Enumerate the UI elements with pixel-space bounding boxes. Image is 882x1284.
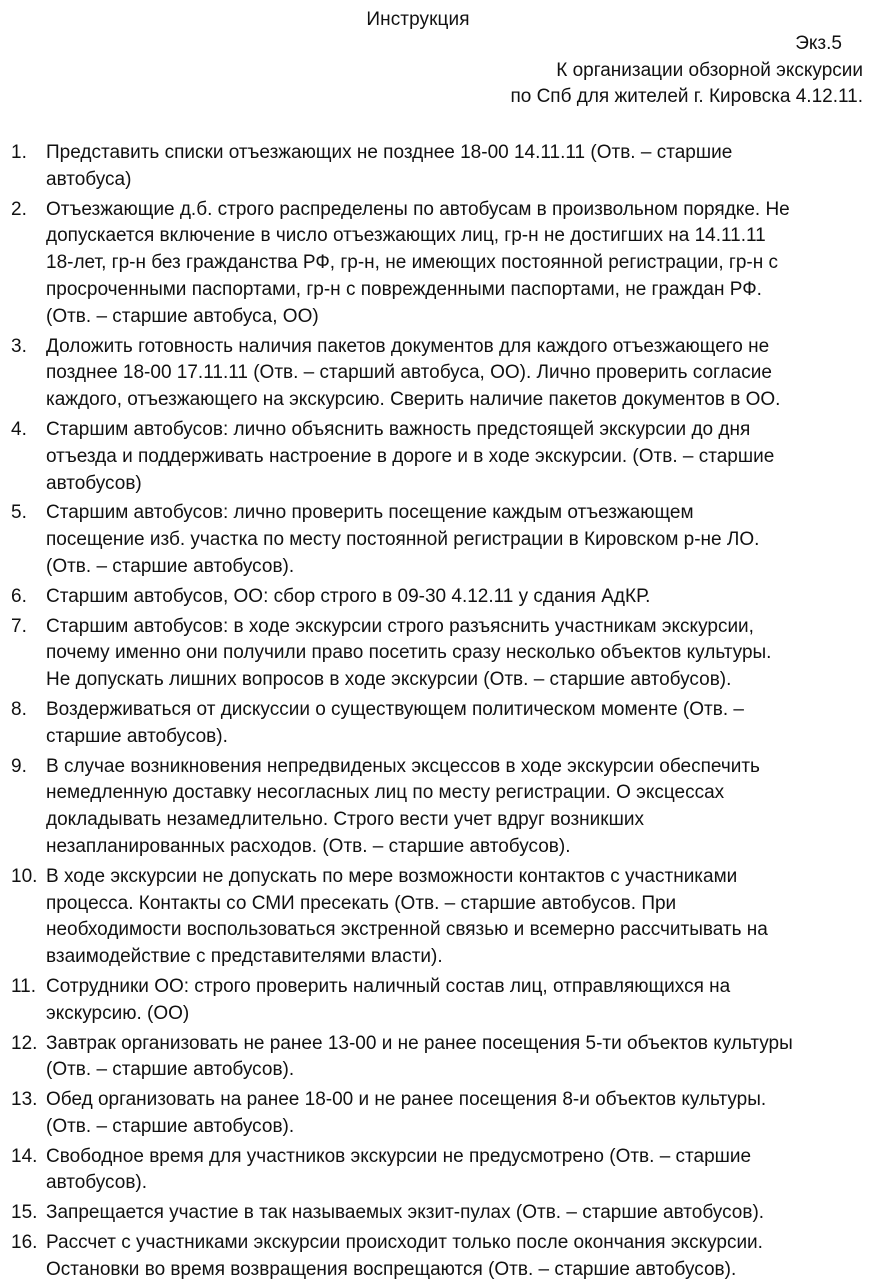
item-text-line: отъезда и поддерживать настроение в дороге и в ходе экскурсии. (Отв. – старшие (46, 445, 775, 467)
item-text-line: автобусов). (46, 1172, 148, 1194)
list-item (0, 864, 882, 971)
item-text-line: незапланированных расходов. (Отв. – старшие автобусов). (46, 835, 571, 857)
item-text-line: Сотрудники ОО: строго проверить наличный состав лиц, отправляющихся на (46, 975, 731, 997)
item-number: 11. (11, 975, 37, 997)
item-number: 4. (11, 418, 27, 440)
list-item (0, 1087, 882, 1141)
item-text-line: каждого, отъезжающего на экскурсию. Сверить наличие пакетов документов в ОО. (46, 389, 781, 411)
instruction-list (0, 140, 882, 1284)
item-text-line: В случае возникновения непредвиденых эксцессов в ходе экскурсии обеспечить (46, 755, 760, 777)
list-item (0, 1200, 882, 1227)
item-text-line: Рассчет с участниками экскурсии происходит только после окончания экскурсии. (46, 1232, 763, 1254)
item-number: 14. (11, 1145, 38, 1167)
item-text-line: Запрещается участие в так называемых экзит-пулах (Отв. – старшие автобусов). (46, 1202, 765, 1224)
list-item (0, 1230, 882, 1284)
item-number: 5. (11, 502, 27, 524)
item-text-line: Воздерживаться от дискуссии о существующем политическом моменте (Отв. – (46, 698, 744, 720)
list-item (0, 140, 882, 194)
item-text-line: (Отв. – старшие автобусов). (46, 1115, 295, 1137)
item-text-line: немедленную доставку несогласных лиц по месту регистрации. О эксцессах (46, 782, 725, 804)
item-text-line: Старшим автобусов: лично объяснить важность предстоящей экскурсии до дня (46, 418, 751, 440)
list-item (0, 500, 882, 580)
item-number: 9. (11, 755, 27, 777)
item-text-line: почему именно они получили право посетить сразу несколько объектов культуры. (46, 642, 772, 664)
list-item (0, 334, 882, 414)
item-text-line: 18-лет, гр-н без гражданства РФ, гр-н, не имеющих постоянной регистрации, гр-н с (46, 252, 779, 274)
item-text-line: Завтрак организовать не ранее 13-00 и не ранее посещения 5-ти объектов культуры (46, 1032, 793, 1054)
item-text-line: Старшим автобусов: в ходе экскурсии строго разъяснить участникам экскурсии, (46, 615, 754, 637)
list-item (0, 754, 882, 861)
item-text-line: процесса. Контакты со СМИ пресекать (Отв. – старшие автобусов. При (46, 892, 677, 914)
item-text-line: В ходе экскурсии не допускать по мере возможности контактов с участниками (46, 865, 738, 887)
document-subject (510, 58, 863, 110)
item-text-line: автобусов) (46, 472, 142, 494)
list-item (0, 1031, 882, 1085)
item-text-line: взаимодействие с представителями власти). (46, 946, 443, 968)
item-number: 8. (11, 698, 27, 720)
copy-number: Экз.5 (795, 33, 842, 54)
item-number: 1. (11, 142, 27, 163)
item-text-line: Отъезжающие д.б. строго распределены по автобусам в произвольном порядке. Не (46, 198, 790, 220)
item-text-line: докладывать незамедлительно. Строго вести учет вдруг возникших (46, 809, 644, 831)
item-number: 16. (11, 1232, 38, 1254)
document-title: Инструкция (366, 9, 470, 30)
item-text-line: Свободное время для участников экскурсии не предусмотрено (Отв. – старшие (46, 1145, 752, 1167)
subject-line: К организации обзорной экскурсии (556, 60, 863, 81)
item-number: 7. (11, 615, 27, 637)
item-number: 12. (11, 1032, 38, 1054)
list-item (0, 974, 882, 1028)
list-item (0, 614, 882, 694)
item-text-line: просроченными паспортами, гр-н с поврежденными паспортами, не граждан РФ. (46, 278, 762, 300)
item-text-line: Обед организовать на ранее 18-00 и не ранее посещения 8-и объектов культуры. (46, 1089, 767, 1111)
item-number: 6. (11, 585, 27, 607)
item-text-line: (Отв. – старшие автобусов). (46, 1059, 295, 1081)
item-number: 15. (11, 1202, 38, 1224)
item-text-line: (Отв. – старшие автобусов). (46, 555, 295, 577)
item-number: 3. (11, 335, 27, 357)
list-item (0, 417, 882, 497)
item-text-line: экскурсию. (ОО) (46, 1002, 190, 1024)
item-number: 13. (11, 1089, 38, 1111)
item-text-line: Представить списки отъезжающих не позднее 18-00 14.11.11 (Отв. – старшие (46, 142, 733, 163)
list-item (0, 197, 882, 331)
item-text-line: старшие автобусов). (46, 725, 228, 747)
list-item (0, 697, 882, 751)
item-text-line: Не допускать лишних вопросов в ходе экскурсии (Отв. – старшие автобусов). (46, 669, 732, 691)
item-text-line: необходимости воспользоваться экстренной связью и всемерно рассчитывать на (46, 919, 768, 941)
item-text-line: посещение изб. участка по месту постоянной регистрации в Кировском р-не ЛО. (46, 529, 760, 551)
item-text-line: Старшим автобусов, ОО: сбор строго в 09-30 4.12.11 у сдания АдКР. (46, 585, 651, 607)
item-text-line: допускается включение в число отъезжающих лиц, гр-н не достигших на 14.11.11 (46, 225, 766, 247)
item-text-line: Старшим автобусов: лично проверить посещение каждым отъезжающем (46, 502, 694, 524)
item-text-line: позднее 18-00 17.11.11 (Отв. – старший автобуса, ОО). Лично проверить согласие (46, 362, 772, 384)
item-text-line: Остановки во время возвращения воспрещаются (Отв. – старшие автобусов). (46, 1258, 737, 1280)
item-number: 2. (11, 198, 27, 220)
item-text-line: (Отв. – старшие автобуса, ОО) (46, 305, 319, 327)
item-text-line: автобуса) (46, 168, 132, 190)
item-text-line: Доложить готовность наличия пакетов документов для каждого отъезжающего не (46, 335, 770, 357)
subject-line: по Спб для жителей г. Кировска 4.12.11. (510, 86, 863, 107)
item-number: 10. (11, 865, 38, 887)
list-item (0, 1144, 882, 1198)
list-item (0, 584, 882, 611)
